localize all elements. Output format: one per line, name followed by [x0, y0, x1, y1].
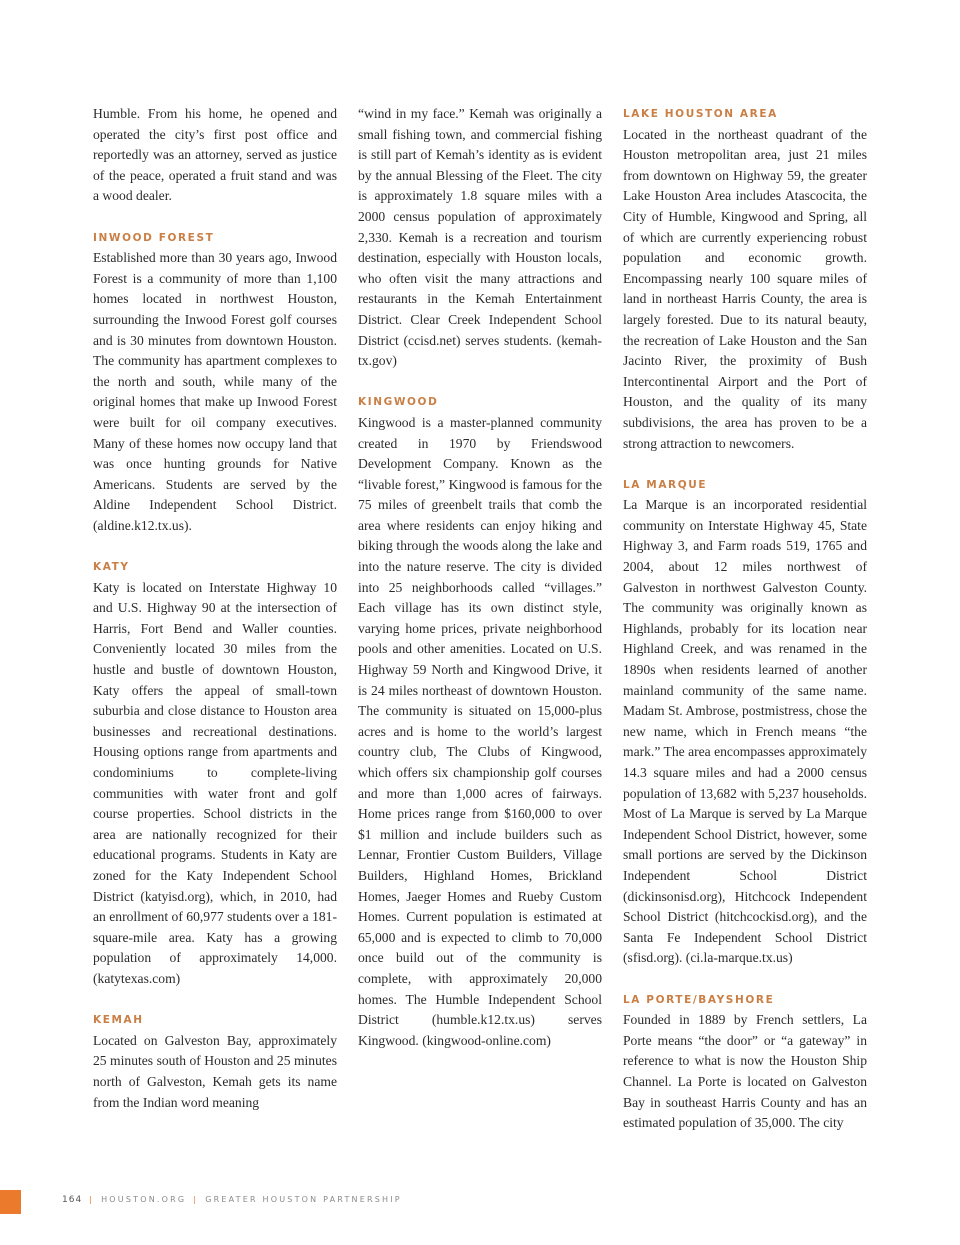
kemah-continued-paragraph: “wind in my face.” Kemah was originally a small fishing town, and commercial fishing is still part of Kemah’s identity as is evident by the annual Blessing of the Fleet. The city is approximately 1.8 square miles with a 2000 census population of approximately 2,330. Kemah is a recreation and tourism destination, especially with Houston locals, who often visit the many attractions and restaurants in the Kemah Entertainment District. Clear Creek Independent School District (ccisd.net) serves students. (kemah-tx.gov): [358, 106, 602, 369]
footer-accent-tab: [0, 1190, 21, 1214]
footer-site: HOUSTON.ORG: [101, 1195, 187, 1204]
section-heading-kingwood: KINGWOOD: [358, 396, 439, 409]
footer-separator: |: [193, 1195, 199, 1204]
section-heading-la-porte: LA PORTE/BAYSHORE: [623, 993, 775, 1006]
lake-houston-paragraph: Located in the northeast quadrant of the Houston metropolitan area, just 21 miles from downtown on Highway 59, the greater Lake Houston Area includes Atascocita, the City of Humble, Kingwood and Spring, all of which are currently experiencing robust population and economic growth. Encompassing nearly 100 square miles of land in northeast Harris County, the area is largely forested. Due to its natural beauty, the recreation of Lake Houston and the San Jacinto River, the proximity of Bush Intercontinental Airport and the Port of Houston, and the quality of its many subdivisions, the area has proven to be a strong attraction to newcomers.: [623, 126, 867, 451]
footer-separator: |: [89, 1195, 95, 1204]
page-footer: [62, 1195, 402, 1205]
section-heading-katy: KATY: [93, 561, 130, 574]
section-heading-inwood-forest: INWOOD FOREST: [93, 231, 215, 244]
inwood-forest-paragraph: Established more than 30 years ago, Inwood Forest is a community of more than 1,100 homes located in northwest Houston, surrounding the Inwood Forest golf courses and is 30 minutes from downtown Houston. The community has apartment complexes to the north and south, while many of the original homes that make up Inwood Forest were built for oil company executives. Many of these homes now occupy land that was once hunting grounds for Native Americans. Students are served by the Aldine Independent School District. (aldine.k12.tx.us).: [93, 250, 337, 533]
section-heading-kemah: KEMAH: [93, 1014, 144, 1027]
section-heading-lake-houston: LAKE HOUSTON AREA: [623, 108, 778, 120]
section-heading-la-marque: LA MARQUE: [623, 478, 708, 491]
footer-org: GREATER HOUSTON PARTNERSHIP: [205, 1195, 402, 1204]
page-number: 164: [62, 1195, 83, 1205]
katy-paragraph: Katy is located on Interstate Highway 10 and U.S. Highway 90 at the intersection of Harris, Fort Bend and Waller counties. Conveniently located 30 miles from the hustle and bustle of downtown Houston, Katy offers the appeal of small-town suburbia and close distance to Houston area businesses and recreational destinations. Housing options range from apartments and condominiums to complete-living communities with water front and golf course properties. School districts in the area are nationally recognized for their educational programs. Students in Katy are zoned for the Katy Independent School District (katyisd.org), which, in 2010, had an enrollment of 60,977 students over a 181-square-mile area. Katy has a growing population of approximately 14,000. (katytexas.com): [93, 579, 337, 986]
la-marque-paragraph: La Marque is an incorporated residential community on Interstate Highway 45, State Highway 3, and Farm roads 519, 1765 and 2004, about 12 miles northwest of Galveston in northwest Galveston County. The community was originally known as Highlands, probably for its location near Highland Creek, and was renamed in the 1890s when residents learned of another mainland community of the same name. Madam St. Ambrose, postmistress, chose the new name, which in French means “the mark.” The area encompasses approximately 14.3 square miles and had a 2000 census population of 13,682 with 5,237 households. Most of La Marque is served by La Marque Independent School District, however, some small portions are served by the Dickinson Independent School District (dickinsonisd.org), Hitchcock Independent School District (hitchcockisd.org), and the Santa Fe Independent School District (sfisd.org). (ci.la-marque.tx.us): [623, 497, 867, 966]
kemah-paragraph: Located on Galveston Bay, approximately 25 minutes south of Houston and 25 minutes north of Galveston, Kemah gets its name from the Indian word meaning: [93, 1032, 337, 1110]
intro-paragraph: Humble. From his home, he opened and operated the city’s first post office and reportedly was an attorney, served as justice of the peace, operated a fruit stand and was a wood dealer.: [93, 106, 337, 204]
column-2: [358, 104, 602, 1051]
kingwood-paragraph: Kingwood is a master-planned community created in 1970 by Friendswood Development Company. Known as the “livable forest,” Kingwood is famous for the 75 miles of greenbelt trails that comb the area where residents can enjoy hiking and biking through the woods along the lake and into the nature reserve. The city is divided into 25 neighborhoods called “villages.” Each village has its own distinct style, varying home prices, private neighborhood pools and other amenities. Located on U.S. Highway 59 North and Kingwood Drive, it is 24 miles northeast of downtown Houston. The community is situated on 15,000-plus acres and is home to the world’s largest country club, The Clubs of Kingwood, which offers six championship golf courses and more than 1,000 acres of fairways. Home prices range from $160,000 to over $1 million and include builders such as Lennar, Frontier Custom Builders, Village Builders, Highland Homes, Brickland Homes, Jaeger Homes and Rueby Custom Homes. Current population is estimated at 65,000 and is expected to climb to 70,000 once build out of the community is complete, with approximately 20,000 homes. The Humble Independent School District (humble.k12.tx.us) serves Kingwood. (kingwood-online.com): [358, 414, 602, 1048]
la-porte-paragraph: Founded in 1889 by French settlers, La Porte means “the door” or “a gateway” in reference to what is now the Houston Ship Channel. La Porte is located on Galveston Bay in southeast Harris County and has an estimated population of 35,000. The city: [623, 1012, 867, 1131]
column-3: [623, 104, 867, 1134]
column-1: [93, 104, 337, 1113]
